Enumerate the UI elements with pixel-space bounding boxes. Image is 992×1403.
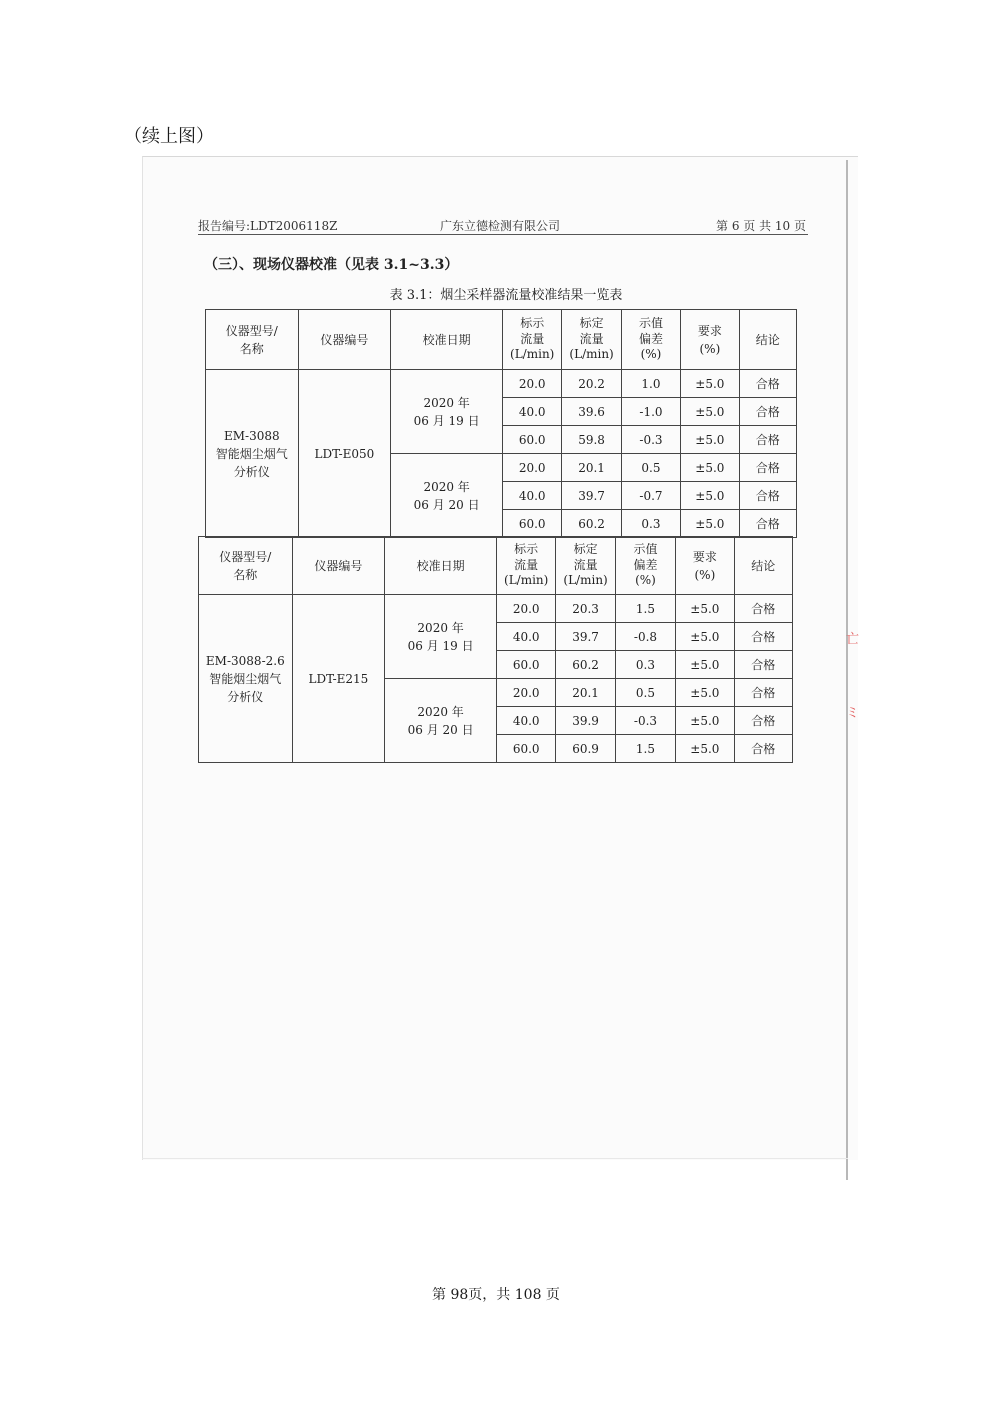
- cell-line: 要求: [692, 549, 717, 564]
- table-row: [206, 370, 797, 398]
- cell-deviation: -0.3: [615, 707, 675, 735]
- page-footer: 第 98页，共 108 页: [432, 1287, 560, 1303]
- cell-conclusion: 合格: [739, 426, 796, 454]
- cell-line: 2020 年: [417, 620, 464, 635]
- cell-calibrated: 60.2: [562, 510, 621, 538]
- scan-bottom-edge: [142, 1158, 848, 1159]
- cell-line: 仪器型号/: [219, 549, 272, 564]
- cell-line: EM-3088-2.6: [205, 653, 285, 668]
- cell-indicated: 40.0: [503, 482, 562, 510]
- cell-deviation: -0.3: [621, 426, 680, 454]
- cell-line: 2020 年: [423, 395, 470, 410]
- cell-calibrated: 39.7: [562, 482, 621, 510]
- cell-conclusion: 合格: [739, 398, 796, 426]
- cell-line: 流量: [514, 557, 539, 572]
- cell-calibrated: 59.8: [562, 426, 621, 454]
- cell-line: 名称: [233, 567, 258, 582]
- calibration-table-ldt-e215: [198, 536, 793, 763]
- cell-deviation: 0.3: [615, 651, 675, 679]
- cell-line: 06 月 20 日: [407, 722, 474, 737]
- cell-requirement: ±5.0: [681, 370, 739, 398]
- cell-conclusion: 合格: [739, 510, 796, 538]
- cell-indicated: 60.0: [496, 735, 555, 763]
- company-name: 广东立德检测有限公司: [440, 219, 561, 233]
- cell-line: 名称: [239, 341, 264, 356]
- red-stamp-fragment: ミ: [846, 706, 860, 721]
- cell-requirement: ±5.0: [676, 679, 734, 707]
- cell-calibrated: 39.9: [556, 707, 615, 735]
- header-model: [206, 310, 299, 370]
- cell-line: (L/min): [563, 573, 608, 588]
- cell-line: 流量: [573, 557, 598, 572]
- cell-line: 智能烟尘烟气: [215, 446, 288, 461]
- header-divider: [198, 234, 808, 235]
- table-caption: 表 3.1：烟尘采样器流量校准结果一览表: [389, 288, 623, 303]
- cell-conclusion: 合格: [739, 454, 796, 482]
- cell-line: 标定: [579, 316, 604, 331]
- cell-line: 06 月 19 日: [407, 638, 474, 653]
- header-serial: 仪器编号: [298, 310, 391, 370]
- cell-line: 标定: [573, 542, 598, 557]
- cell-deviation: -1.0: [621, 398, 680, 426]
- cell-line: 流量: [579, 331, 604, 346]
- cell-deviation: 1.0: [621, 370, 680, 398]
- cell-requirement: ±5.0: [676, 735, 734, 763]
- cell-deviation: -0.8: [615, 623, 675, 651]
- header-deviation: [615, 537, 675, 595]
- header-calibrated-flow: [556, 537, 615, 595]
- calibration-date: [391, 370, 503, 454]
- cell-indicated: 40.0: [496, 623, 555, 651]
- header-indicated-flow: [496, 537, 555, 595]
- cell-line: 标示: [514, 542, 539, 557]
- header-serial: 仪器编号: [292, 537, 385, 595]
- cell-line: (L/min): [569, 347, 614, 362]
- report-page-info: 第 6 页 共 10 页: [716, 219, 806, 233]
- cell-requirement: ±5.0: [676, 623, 734, 651]
- cell-line: 分析仪: [233, 464, 270, 479]
- cell-indicated: 20.0: [503, 454, 562, 482]
- cell-line: EM-3088: [223, 428, 280, 443]
- instrument-model: [206, 370, 299, 538]
- cell-line: 2020 年: [423, 479, 470, 494]
- header-indicated-flow: [503, 310, 562, 370]
- cell-deviation: 0.5: [615, 679, 675, 707]
- cell-indicated: 20.0: [496, 595, 555, 623]
- section-title: （三）、现场仪器校准（见表 3.1~3.3）: [204, 257, 459, 273]
- cell-line: (L/min): [510, 347, 555, 362]
- cell-line: 智能烟尘烟气: [209, 671, 282, 686]
- header-conclusion: 结论: [739, 310, 796, 370]
- cell-conclusion: 合格: [734, 679, 792, 707]
- cell-calibrated: 20.1: [556, 679, 615, 707]
- cell-line: 06 月 19 日: [413, 413, 480, 428]
- instrument-model: [199, 595, 293, 763]
- cell-line: (%): [694, 567, 716, 582]
- calibration-date: [391, 454, 503, 538]
- cell-calibrated: 60.2: [556, 651, 615, 679]
- calibration-date: [385, 595, 497, 679]
- cell-line: 示值: [633, 542, 658, 557]
- header-calibrated-flow: [562, 310, 621, 370]
- cell-calibrated: 20.2: [562, 370, 621, 398]
- cell-line: 偏差: [633, 557, 658, 572]
- instrument-serial: LDT-E215: [292, 595, 385, 763]
- cell-indicated: 40.0: [503, 398, 562, 426]
- table-row: [199, 595, 793, 623]
- cell-calibrated: 39.7: [556, 623, 615, 651]
- report-number: 报告编号:LDT2006118Z: [198, 219, 338, 233]
- cell-indicated: 20.0: [503, 370, 562, 398]
- cell-line: 分析仪: [227, 689, 264, 704]
- instrument-serial: LDT-E050: [298, 370, 391, 538]
- table-header-row: [199, 537, 793, 595]
- header-conclusion: 结论: [734, 537, 792, 595]
- table-header-row: [206, 310, 797, 370]
- cell-calibrated: 20.1: [562, 454, 621, 482]
- cell-line: 流量: [520, 331, 545, 346]
- cell-conclusion: 合格: [734, 735, 792, 763]
- header-date: 校准日期: [391, 310, 503, 370]
- cell-indicated: 60.0: [496, 651, 555, 679]
- cell-conclusion: 合格: [734, 595, 792, 623]
- cell-line: 偏差: [638, 331, 663, 346]
- cell-conclusion: 合格: [739, 370, 796, 398]
- continuation-caption: （续上图）: [124, 126, 214, 147]
- cell-line: (%): [640, 347, 662, 362]
- cell-line: (L/min): [504, 573, 549, 588]
- cell-line: 示值: [638, 316, 663, 331]
- cell-requirement: ±5.0: [676, 651, 734, 679]
- cell-indicated: 40.0: [496, 707, 555, 735]
- calibration-date: [385, 679, 497, 763]
- cell-conclusion: 合格: [734, 651, 792, 679]
- cell-calibrated: 20.3: [556, 595, 615, 623]
- cell-conclusion: 合格: [739, 482, 796, 510]
- cell-deviation: 0.5: [621, 454, 680, 482]
- cell-line: 标示: [520, 316, 545, 331]
- cell-conclusion: 合格: [734, 623, 792, 651]
- cell-calibrated: 60.9: [556, 735, 615, 763]
- cell-deviation: 1.5: [615, 735, 675, 763]
- red-stamp-fragment: 亡: [846, 632, 860, 647]
- cell-deviation: -0.7: [621, 482, 680, 510]
- cell-requirement: ±5.0: [681, 482, 739, 510]
- cell-indicated: 60.0: [503, 510, 562, 538]
- cell-line: (%): [635, 573, 656, 588]
- cell-indicated: 20.0: [496, 679, 555, 707]
- cell-indicated: 60.0: [503, 426, 562, 454]
- cell-requirement: ±5.0: [681, 426, 739, 454]
- cell-line: (%): [699, 341, 721, 356]
- header-requirement: [676, 537, 734, 595]
- cell-deviation: 0.3: [621, 510, 680, 538]
- cell-line: 06 月 20 日: [413, 497, 480, 512]
- header-requirement: [681, 310, 739, 370]
- cell-requirement: ±5.0: [681, 510, 739, 538]
- cell-line: 仪器型号/: [225, 323, 278, 338]
- cell-requirement: ±5.0: [681, 454, 739, 482]
- scan-edge: [846, 160, 848, 1180]
- calibration-table-ldt-e050: [205, 309, 797, 538]
- header-date: 校准日期: [385, 537, 497, 595]
- cell-line: 2020 年: [417, 704, 464, 719]
- cell-conclusion: 合格: [734, 707, 792, 735]
- cell-line: 要求: [697, 323, 722, 338]
- header-deviation: [621, 310, 680, 370]
- cell-requirement: ±5.0: [681, 398, 739, 426]
- cell-deviation: 1.5: [615, 595, 675, 623]
- cell-requirement: ±5.0: [676, 595, 734, 623]
- cell-calibrated: 39.6: [562, 398, 621, 426]
- cell-requirement: ±5.0: [676, 707, 734, 735]
- header-model: [199, 537, 293, 595]
